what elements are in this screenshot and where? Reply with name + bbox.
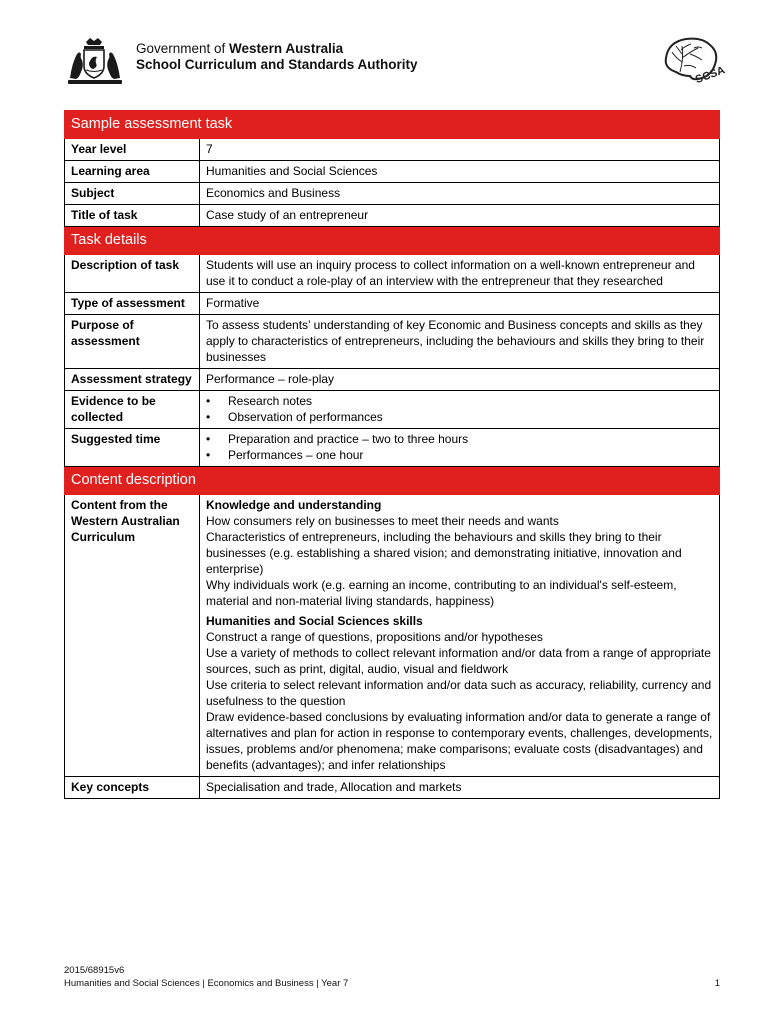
footer-breadcrumb: Humanities and Social Sciences | Economics and Business | Year 7 (64, 978, 349, 989)
row-title-of-task: Title of task Case study of an entrepreneur (65, 205, 720, 227)
list-item: Use a variety of methods to collect relevant information and/or data from a range of appropriate sources, such as print, digital, audio, visual and fieldwork (206, 646, 711, 676)
row-year-level: Year level 7 (65, 139, 720, 161)
document-id: 2015/68915v6 (64, 965, 125, 976)
row-content: Content from the Western Australian Curriculum Knowledge and understanding How consumers rely on businesses to meet their needs and wants Characteristics of entrepreneurs, including the behaviours and skills they bring to their businesses (e.g. establishing a shared vision; and demonstrating initiative, innovation and enterprise) Why individuals work (e.g. earning an income, contributing to an individual's self-esteem, material and non-material living standards, happiness) Humanities and Social Sciences skills Construct a range of questions, propositions and/or hypotheses Use a variety of methods to collect relevant information and/or data from a range of appropriate sources, such as print, digital, audio, visual and fieldwork Use criteria to select relevant information and/or data such as accuracy, reliability, currency and usefulness to the question Draw evidence-based conclusions by evaluating information and/or data to generate a range of alternatives and plan for action in response to contemporary events, challenges, developments, issues, problems and/or phenomena; make comparisons; evaluate costs (disadvantages) and benefits (advantages); and infer relationships (65, 495, 720, 777)
section-header-content-description: Content description (65, 467, 720, 495)
section-header-task-details: Task details (65, 227, 720, 255)
list-item: • Research notes (206, 393, 713, 409)
row-key-concepts: Key concepts Specialisation and trade, Allocation and markets (65, 777, 720, 799)
row-learning-area: Learning area Humanities and Social Sciences (65, 161, 720, 183)
list-item: • Preparation and practice – two to three hours (206, 431, 713, 447)
row-strategy: Assessment strategy Performance – role-play (65, 369, 720, 391)
row-evidence: Evidence to be collected • Research notes • Observation of performances (65, 391, 720, 429)
row-description: Description of task Students will use an inquiry process to collect information on a well-known entrepreneur and use it to conduct a role-play of an interview with the entrepreneur that they researched (65, 255, 720, 293)
page-footer (64, 964, 720, 990)
government-name: Government of Western Australia (136, 41, 344, 56)
scsa-logo-icon (660, 36, 727, 88)
knowledge-heading: Knowledge and understanding (206, 498, 382, 512)
page-number: 1 (714, 978, 720, 989)
list-item: • Observation of performances (206, 409, 713, 425)
svg-text:SCSA: SCSA (693, 64, 727, 87)
page-header (64, 36, 727, 90)
authority-name: School Curriculum and Standards Authority (136, 57, 418, 72)
row-type-of-assessment: Type of assessment Formative (65, 293, 720, 315)
wa-coat-of-arms-icon (64, 36, 126, 86)
row-subject: Subject Economics and Business (65, 183, 720, 205)
list-item: • Performances – one hour (206, 447, 713, 463)
row-suggested-time: Suggested time • Preparation and practice – two to three hours • Performances – one hour (65, 429, 720, 467)
list-item: How consumers rely on businesses to meet their needs and wants (206, 514, 559, 528)
list-item: Draw evidence-based conclusions by evaluating information and/or data to generate a range of alternatives and plan for action in response to contemporary events, challenges, developments, issues, problems and/or phenomena; make comparisons; evaluate costs (disadvantages) and benefits (advantages); and infer relationships (206, 710, 713, 772)
row-purpose: Purpose of assessment To assess students’ understanding of key Economic and Business concepts and skills as they apply to characteristics of entrepreneurs, including the behaviours and skills they bring to their businesses (65, 315, 720, 369)
section-header-sample-task: Sample assessment task (65, 111, 720, 139)
list-item: Why individuals work (e.g. earning an income, contributing to an individual's self-esteem, material and non-material living standards, happiness) (206, 578, 677, 608)
list-item: Construct a range of questions, propositions and/or hypotheses (206, 630, 543, 644)
skills-heading: Humanities and Social Sciences skills (206, 614, 423, 628)
list-item: Characteristics of entrepreneurs, including the behaviours and skills they bring to their businesses (e.g. establishing a shared vision; and demonstrating initiative, innovation and enterprise) (206, 530, 682, 576)
time-list (206, 431, 713, 463)
assessment-task-table (64, 110, 720, 799)
evidence-list (206, 393, 713, 425)
list-item: Use criteria to select relevant information and/or data such as accuracy, reliability, currency and usefulness to the question (206, 678, 712, 708)
